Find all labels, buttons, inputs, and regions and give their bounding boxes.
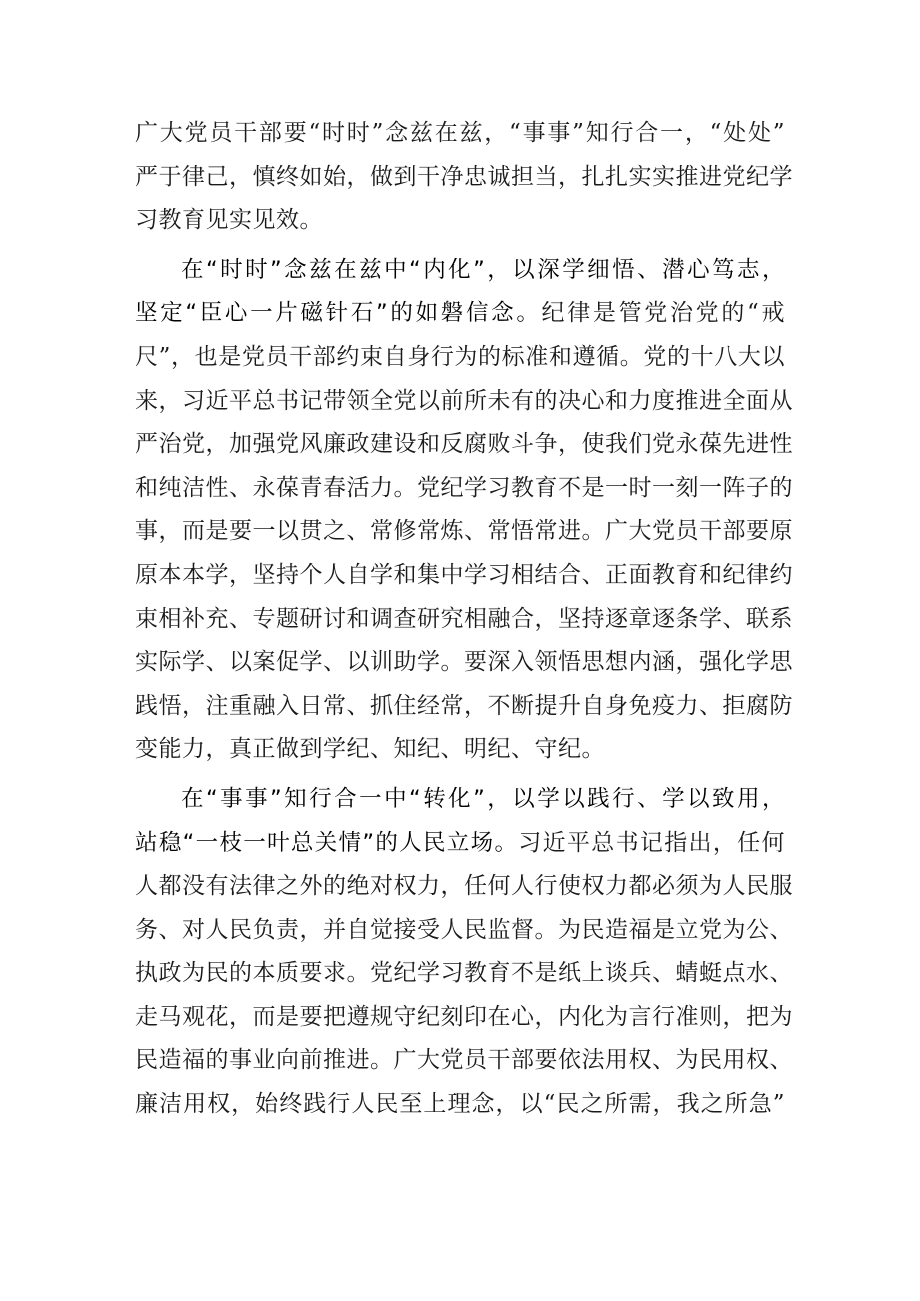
text-line: 来，习近平总书记带领全党以前所未有的决心和力度推进全面从 bbox=[135, 387, 793, 414]
text-line: 严治党，加强党风廉政建设和反腐败斗争，使我们党永葆先进性 bbox=[135, 431, 793, 458]
text-line: 严于律己，慎终如始，做到干净忠诚担当，扎扎实实推进党纪学 bbox=[135, 163, 793, 190]
text-line: 走马观花，而是要把遵规守纪刻印在心，内化为言行准则，把为 bbox=[135, 1003, 793, 1030]
text-line: 务、对人民负责，并自觉接受人民监督。为民造福是立党为公、 bbox=[135, 916, 793, 943]
text-line: 执政为民的本质要求。党纪学习教育不是纸上谈兵、蜻蜓点水、 bbox=[135, 960, 793, 987]
text-line: 践悟，注重融入日常、抓住经常，不断提升自身免疫力、拒腐防 bbox=[135, 692, 793, 719]
text-line: 尺”，也是党员干部约束自身行为的标准和遵循。党的十八大以 bbox=[135, 343, 785, 370]
section-heading-line-mixed bbox=[135, 292, 785, 336]
text-line: 原本本学，坚持个人自学和集中学习相结合、正面教育和纪律约 bbox=[135, 561, 793, 588]
text-line: 习教育见实见效。 bbox=[135, 207, 323, 234]
section-heading-text: 站稳“一枝一叶总关情”的人民立场。 bbox=[135, 829, 519, 856]
body-text: 纪律是管党治党的“戒 bbox=[541, 300, 785, 327]
document-body bbox=[135, 112, 793, 1127]
text-line: 束相补充、专题研讨和调查研究相融合，坚持逐章逐条学、联系 bbox=[135, 605, 793, 632]
text-line: 和纯洁性、永葆青春活力。党纪学习教育不是一时一刻一阵子的 bbox=[135, 474, 793, 501]
section-heading-line: 在“事事”知行合一中“转化”，以学以践行、学以致用， bbox=[181, 785, 785, 812]
section-heading-line: 在“时时”念兹在兹中“内化”，以深学细悟、潜心笃志， bbox=[181, 256, 785, 283]
paragraph-intro bbox=[135, 112, 793, 243]
section-heading-text: 坚定“臣心一片磁针石”的如磐信念。 bbox=[135, 300, 542, 327]
text-line: 人都没有法律之外的绝对权力，任何人行使权力都必须为人民服 bbox=[135, 873, 793, 900]
section-heading-line-mixed bbox=[135, 822, 785, 866]
body-text: 习近平总书记指出，任何 bbox=[518, 829, 785, 856]
text-line: 民造福的事业向前推进。广大党员干部要依法用权、为民用权、 bbox=[135, 1047, 793, 1074]
paragraph-section-2 bbox=[135, 778, 793, 1127]
text-line: 廉洁用权，始终践行人民至上理念，以“民之所需，我之所急” bbox=[135, 1091, 785, 1118]
text-line: 广大党员干部要“时时”念兹在兹，“事事”知行合一，“处处” bbox=[135, 120, 785, 146]
text-line: 事，而是要一以贯之、常修常炼、常悟常进。广大党员干部要原 bbox=[135, 518, 793, 545]
paragraph-section-1 bbox=[135, 249, 793, 772]
text-line: 实际学、以案促学、以训助学。要深入领悟思想内涵，强化学思 bbox=[135, 649, 793, 676]
text-line: 变能力，真正做到学纪、知纪、明纪、守纪。 bbox=[135, 736, 605, 763]
